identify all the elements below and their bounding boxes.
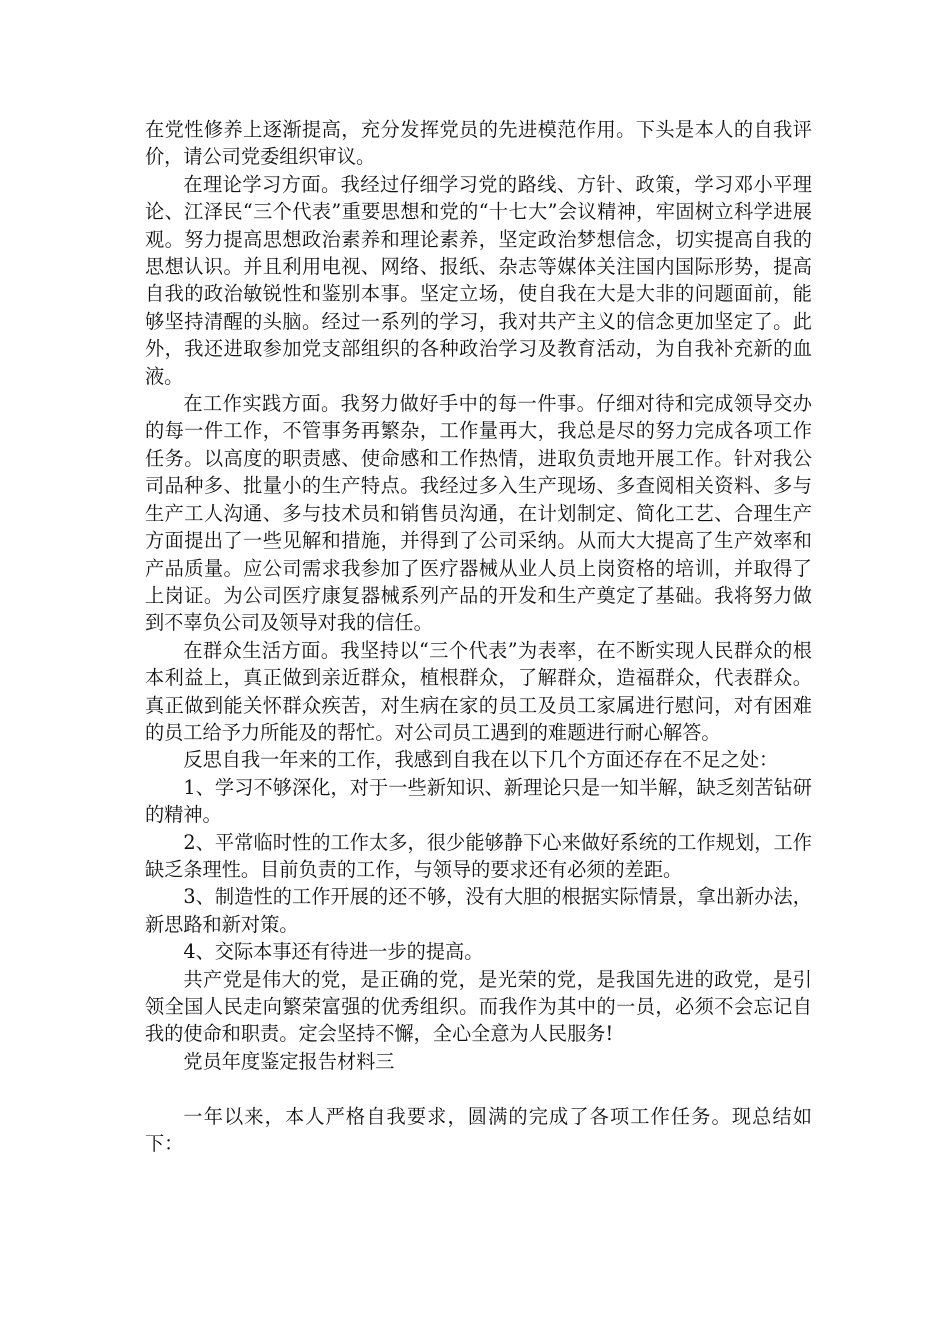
- paragraph-theory-study: 在理论学习方面。我经过仔细学习党的路线、方针、政策，学习邓小平理论、江泽民“三个代表”重要思想和党的“十七大”会议精神，牢固树立科学进展观。努力提高思想政治素养和理论素养，坚定政治梦想信念，切实提高自我的思想认识。并且利用电视、网络、报纸、杂志等媒体关注国内国际形势，提高自我的政治敏锐性和鉴别本事。坚定立场，使自我在大是大非的问题面前，能够坚持清醒的头脑。经过一系列的学习，我对共产主义的信念更加坚定了。此外，我还进取参加党支部组织的各种政治学习及教育活动，为自我补充新的血液。: [145, 172, 812, 388]
- document-body: [145, 116, 812, 1157]
- blank-line: [145, 1075, 812, 1102]
- paragraph-mass-life: 在群众生活方面。我坚持以“三个代表”为表率，在不断实现人民群众的根本利益上，真正做到亲近群众，植根群众，了解群众，造福群众，代表群众。真正做到能关怀群众疾苦，对生病在家的员工及员工家属进行慰问，对有困难的员工给予力所能及的帮忙。对公司员工遇到的难题进行耐心解答。: [145, 638, 812, 744]
- list-item-4: 4、交际本事还有待进一步的提高。: [183, 940, 484, 964]
- list-item-2: 2、平常临时性的工作太多，很少能够静下心来做好系统的工作规划，工作缺乏条理性。目前负责的工作，与领导的要求还有必须的差距。: [145, 830, 812, 881]
- list-item-1: 1、学习不够深化，对于一些新知识、新理论只是一知半解，缺乏刻苦钻研的精神。: [145, 775, 812, 827]
- paragraph-summary-intro: 一年以来，本人严格自我要求，圆满的完成了各项工作任务。现总结如下：: [145, 1104, 812, 1156]
- paragraph-reflection: 反思自我一年来的工作，我感到自我在以下几个方面还存在不足之处：: [183, 748, 779, 772]
- paragraph-intro-continuation: 在党性修养上逐渐提高，充分发挥党员的先进模范作用。下头是本人的自我评价，请公司党委组织审议。: [145, 118, 812, 169]
- section-heading: 党员年度鉴定报告材料三: [183, 1049, 395, 1073]
- paragraph-conclusion: 共产党是伟大的党，是正确的党，是光荣的党，是我国先进的政党，是引领全国人民走向繁荣富强的优秀组织。而我作为其中的一员，必须不会忘记自我的使命和职责。定会坚持不懈，全心全意为人民服务!: [145, 967, 812, 1046]
- list-item-3: 3、制造性的工作开展的还不够，没有大胆的根据实际情景，拿出新办法，新思路和新对策。: [145, 885, 812, 936]
- paragraph-work-practice: 在工作实践方面。我努力做好手中的每一件事。仔细对待和完成领导交办的每一件工作，不管事务再繁杂，工作量再大，我总是尽的努力完成各项工作任务。以高度的职责感、使命感和工作热情，进取负责地开展工作。针对我公司品种多、批量小的生产特点。我经过多入生产现场、多查阅相关资料、多与生产工人沟通、多与技术员和销售员沟通，在计划制定、简化工艺、合理生产方面提出了一些见解和措施，并得到了公司采纳。从而大大提高了生产效率和产品质量。应公司需求我参加了医疗器械从业人员上岗资格的培训，并取得了上岗证。为公司医疗康复器械系列产品的开发和生产奠定了基础。我将努力做到不辜负公司及领导对我的信任。: [145, 392, 812, 635]
